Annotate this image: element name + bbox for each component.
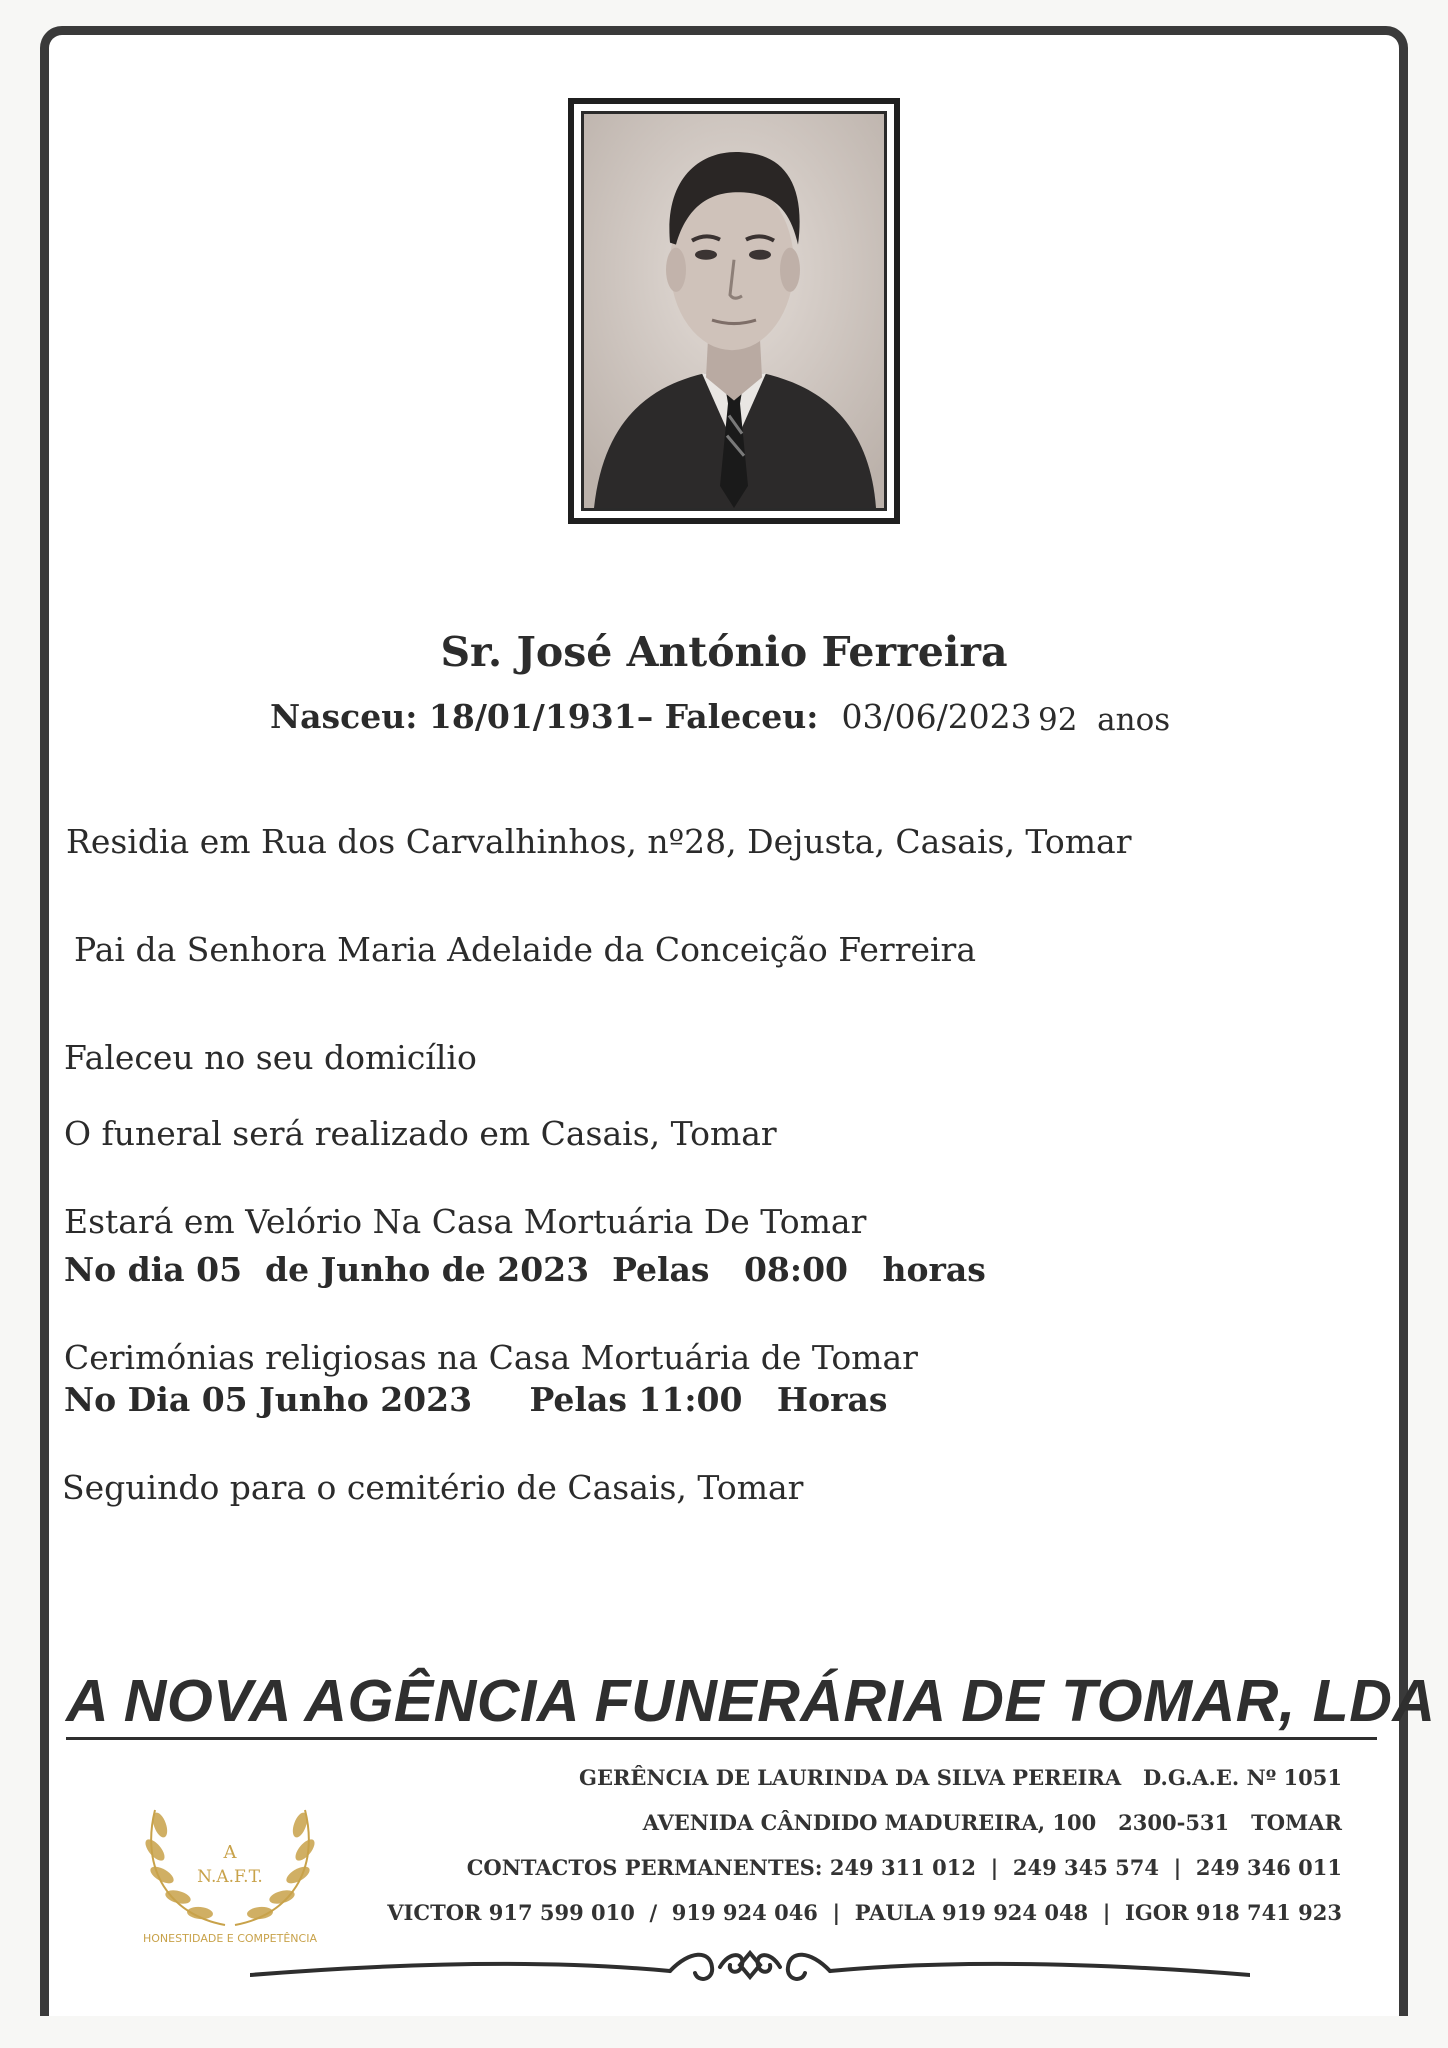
relation-text: Pai da Senhora Maria Adelaide da Conceição Ferreira (74, 930, 976, 969)
agency-name: A NOVA AGÊNCIA FUNERÁRIA DE TOMAR, LDA (66, 1668, 1436, 1734)
naft-laurel-logo (100, 1750, 360, 1950)
portrait-photo (581, 111, 887, 511)
wake-time-text: No dia 05 de Junho de 2023 Pelas 08:00 horas (64, 1250, 986, 1289)
death-place-text: Faleceu no seu domicílio (64, 1038, 477, 1077)
wake-text: Estará em Velório Na Casa Mortuária De Tomar (64, 1202, 867, 1241)
decorative-scroll-ornament (250, 1935, 1250, 1995)
death-date: 03/06/2023 (841, 697, 1032, 736)
portrait-frame (568, 98, 900, 524)
funeral-text: O funeral será realizado em Casais, Tomar (64, 1114, 777, 1153)
logo-letter: A (223, 1842, 237, 1863)
life-dates (270, 697, 1032, 736)
ceremony-time-text: No Dia 05 Junho 2023 Pelas 11:00 Horas (64, 1380, 888, 1419)
logo-motto: HONESTIDADE E COMPETÊNCIA (143, 1932, 317, 1945)
agency-address: AVENIDA CÂNDIDO MADUREIRA, 100 2300-531 TOMAR (642, 1810, 1342, 1835)
agency-staff-contacts: VICTOR 917 599 010 / 919 924 046 | PAULA 919 924 048 | IGOR 918 741 923 (387, 1900, 1342, 1925)
logo-abbreviation: N.A.F.T. (197, 1867, 263, 1887)
agency-underline (66, 1737, 1377, 1740)
agency-contacts: CONTACTOS PERMANENTES: 249 311 012 | 249 345 574 | 249 346 011 (466, 1855, 1342, 1880)
death-label: – Faleceu: (636, 697, 819, 736)
birth-date: 18/01/1931 (428, 697, 637, 736)
birth-label: Nasceu: (270, 697, 418, 736)
residence-text: Residia em Rua dos Carvalhinhos, nº28, Dejusta, Casais, Tomar (66, 822, 1132, 861)
ceremony-text: Cerimónias religiosas na Casa Mortuária de Tomar (64, 1338, 918, 1377)
agency-management: GERÊNCIA DE LAURINDA DA SILVA PEREIRA D.G.A.E. Nº 1051 (579, 1765, 1342, 1790)
age: 92 anos (1038, 702, 1171, 738)
deceased-name: Sr. José António Ferreira (440, 628, 1008, 676)
burial-text: Seguindo para o cemitério de Casais, Tomar (62, 1468, 804, 1507)
